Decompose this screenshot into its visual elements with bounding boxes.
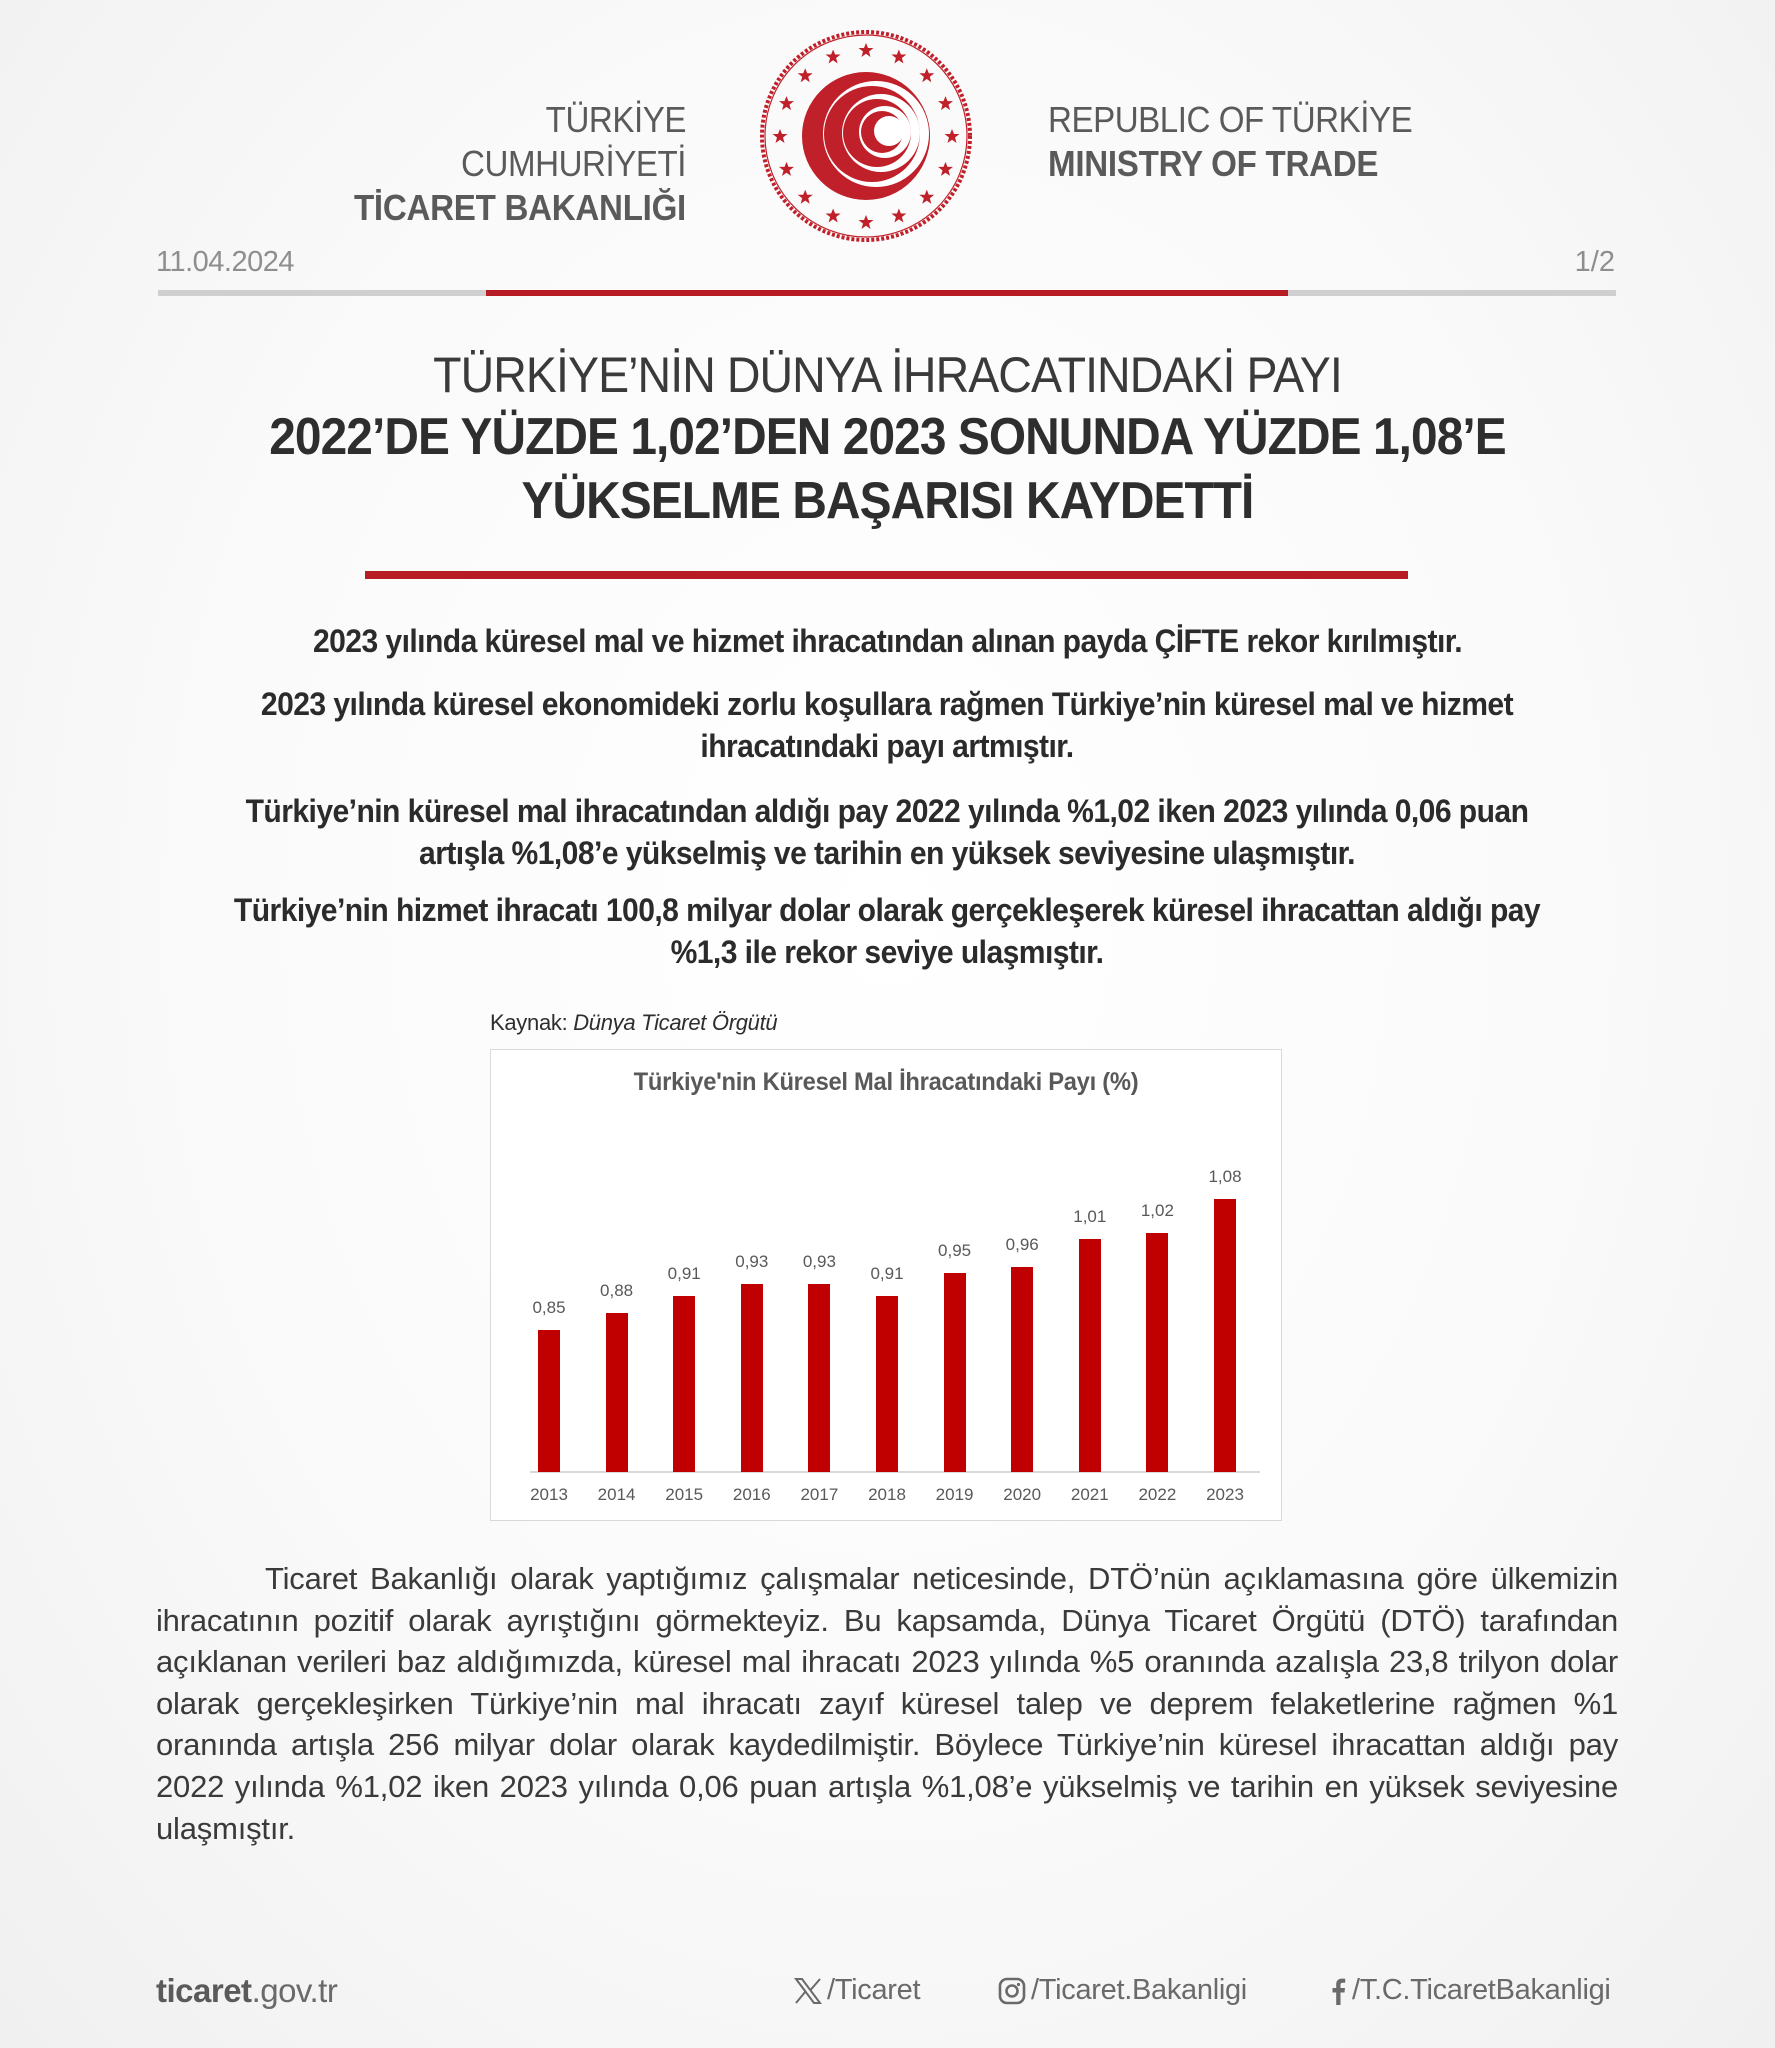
chart-value-label: 0,88 [600, 1281, 634, 1300]
page-indicator: 1/2 [1574, 246, 1615, 278]
source-label: Kaynak: [490, 1010, 568, 1035]
x-icon [793, 1976, 823, 2006]
chart-category-label: 2021 [1070, 1485, 1109, 1504]
chart-value-label: 1,02 [1140, 1201, 1174, 1220]
chart-value-label: 0,95 [938, 1241, 972, 1260]
chart-value-label: 0,93 [735, 1252, 769, 1271]
chart-category-label: 2016 [732, 1485, 771, 1504]
social-instagram-link[interactable] [997, 1974, 1247, 2007]
chart-value-label: 1,08 [1208, 1167, 1242, 1186]
chart-category-label: 2018 [868, 1485, 906, 1504]
website-link[interactable] [156, 1972, 337, 2010]
chart-bar [538, 1330, 560, 1472]
headline-line-1: TÜRKİYE’NİN DÜNYA İHRACATINDAKİ PAYI [433, 347, 1342, 403]
chart-bar [1146, 1233, 1168, 1472]
chart-title: Türkiye'nin Küresel Mal İhracatındaki Payı (%) [633, 1068, 1139, 1096]
social-facebook-handle: /T.C.TicaretBakanligi [1352, 1974, 1611, 2006]
highlight-3: Türkiye’nin küresel mal ihracatından aldığı pay 2022 yılında %1,02 iken 2023 yılında 0,06 puan artışla %1,08’e yükselmiş ve tarihin en yüksek seviyesine ulaşmıştır. [245, 793, 1529, 871]
highlight-4: Türkiye’nin hizmet ihracatı 100,8 milyar dolar olarak gerçekleşerek küresel ihracattan aldığı pay %1,3 ile rekor seviye ulaşmıştır. [233, 892, 1541, 970]
chart-source [490, 1010, 777, 1036]
chart-bar [1214, 1199, 1236, 1472]
chart-category-label: 2022 [1138, 1485, 1177, 1504]
chart-category-label: 2015 [665, 1485, 704, 1504]
headline-line-3: YÜKSELME BAŞARISI KAYDETTİ [521, 472, 1254, 530]
ministry-emblem-icon [758, 28, 974, 244]
header-ministry-en: MINISTRY OF TRADE [1048, 143, 1379, 184]
publish-date: 11.04.2024 [156, 246, 294, 278]
chart-bar [1079, 1239, 1101, 1472]
facebook-icon [1328, 1976, 1348, 2006]
header-right-block [1048, 98, 1468, 186]
header-left-block [280, 98, 686, 230]
chart-bar [673, 1296, 695, 1472]
social-x-link[interactable] [793, 1974, 920, 2007]
social-instagram-handle: /Ticaret.Bakanligi [1031, 1974, 1247, 2006]
social-x-handle: /Ticaret [827, 1974, 921, 2006]
chart-value-label: 0,91 [870, 1264, 904, 1283]
title-divider [365, 571, 1408, 579]
highlight-2: 2023 yılında küresel ekonomideki zorlu koşullara rağmen Türkiye’nin küresel mal ve hizmet ihracatındaki payı artmıştır. [260, 686, 1514, 764]
body-paragraph: Ticaret Bakanlığı olarak yaptığımız çalışmalar neticesinde, DTÖ’nün açıklamasına göre ülkemizin ihracatının pozitif olarak ayrıştığını görmekteyiz. Bu kapsamda, Dünya Ticaret Örgütü (DTÖ) tarafından açıklanan verileri baz aldığımızda, küresel mal ihracatı 2023 yılında %5 oranında azalışla 23,8 trilyon dolar olarak gerçekleşirken Türkiye’nin mal ihracatı zayıf küresel talep ve deprem felaketlerine rağmen %1 oranında artışla 256 milyar dolar olarak kaydedilmiştir. Böylece Türkiye’nin küresel ihracattan aldığı pay 2022 yılında %1,02 iken 2023 yılında 0,06 puan artışla %1,08’e yükselmiş ve tarihin en yüksek seviyesine ulaşmıştır. [156, 1561, 1618, 1846]
chart-bar [876, 1296, 898, 1472]
instagram-icon [997, 1976, 1027, 2006]
website-domain: .gov.tr [251, 1972, 338, 2009]
header-republic-tr: TÜRKİYE CUMHURİYETİ [461, 99, 686, 184]
chart-bar [606, 1313, 628, 1472]
chart-value-label: 1,01 [1073, 1207, 1107, 1226]
chart-category-label: 2013 [530, 1485, 568, 1504]
social-facebook-link[interactable] [1328, 1974, 1611, 2007]
chart-category-label: 2017 [800, 1485, 839, 1504]
chart-bar [808, 1284, 830, 1472]
chart-category-label: 2023 [1206, 1485, 1244, 1504]
header-ministry-tr: TİCARET BAKANLIĞI [353, 187, 686, 228]
chart-category-label: 2020 [1003, 1485, 1042, 1504]
chart-value-label: 0,96 [1005, 1235, 1039, 1254]
chart-bar [741, 1284, 763, 1472]
header-republic-en: REPUBLIC OF TÜRKİYE [1048, 99, 1413, 140]
chart-category-label: 2019 [935, 1485, 974, 1504]
chart-bar [944, 1273, 966, 1472]
chart-bar [1011, 1267, 1033, 1472]
highlight-1: 2023 yılında küresel mal ve hizmet ihracatından alınan payda ÇİFTE rekor kırılmıştır. [312, 623, 1463, 659]
website-bold: ticaret [156, 1972, 252, 2009]
chart-value-label: 0,85 [532, 1298, 566, 1317]
chart-category-label: 2014 [597, 1485, 636, 1504]
headline-line-2: 2022’DE YÜZDE 1,02’DEN 2023 SONUNDA YÜZDE 1,08’E [269, 408, 1506, 466]
header-divider-accent [486, 290, 1288, 296]
chart-value-label: 0,91 [667, 1264, 701, 1283]
source-value: Dünya Ticaret Örgütü [573, 1010, 778, 1035]
chart-value-label: 0,93 [802, 1252, 836, 1271]
